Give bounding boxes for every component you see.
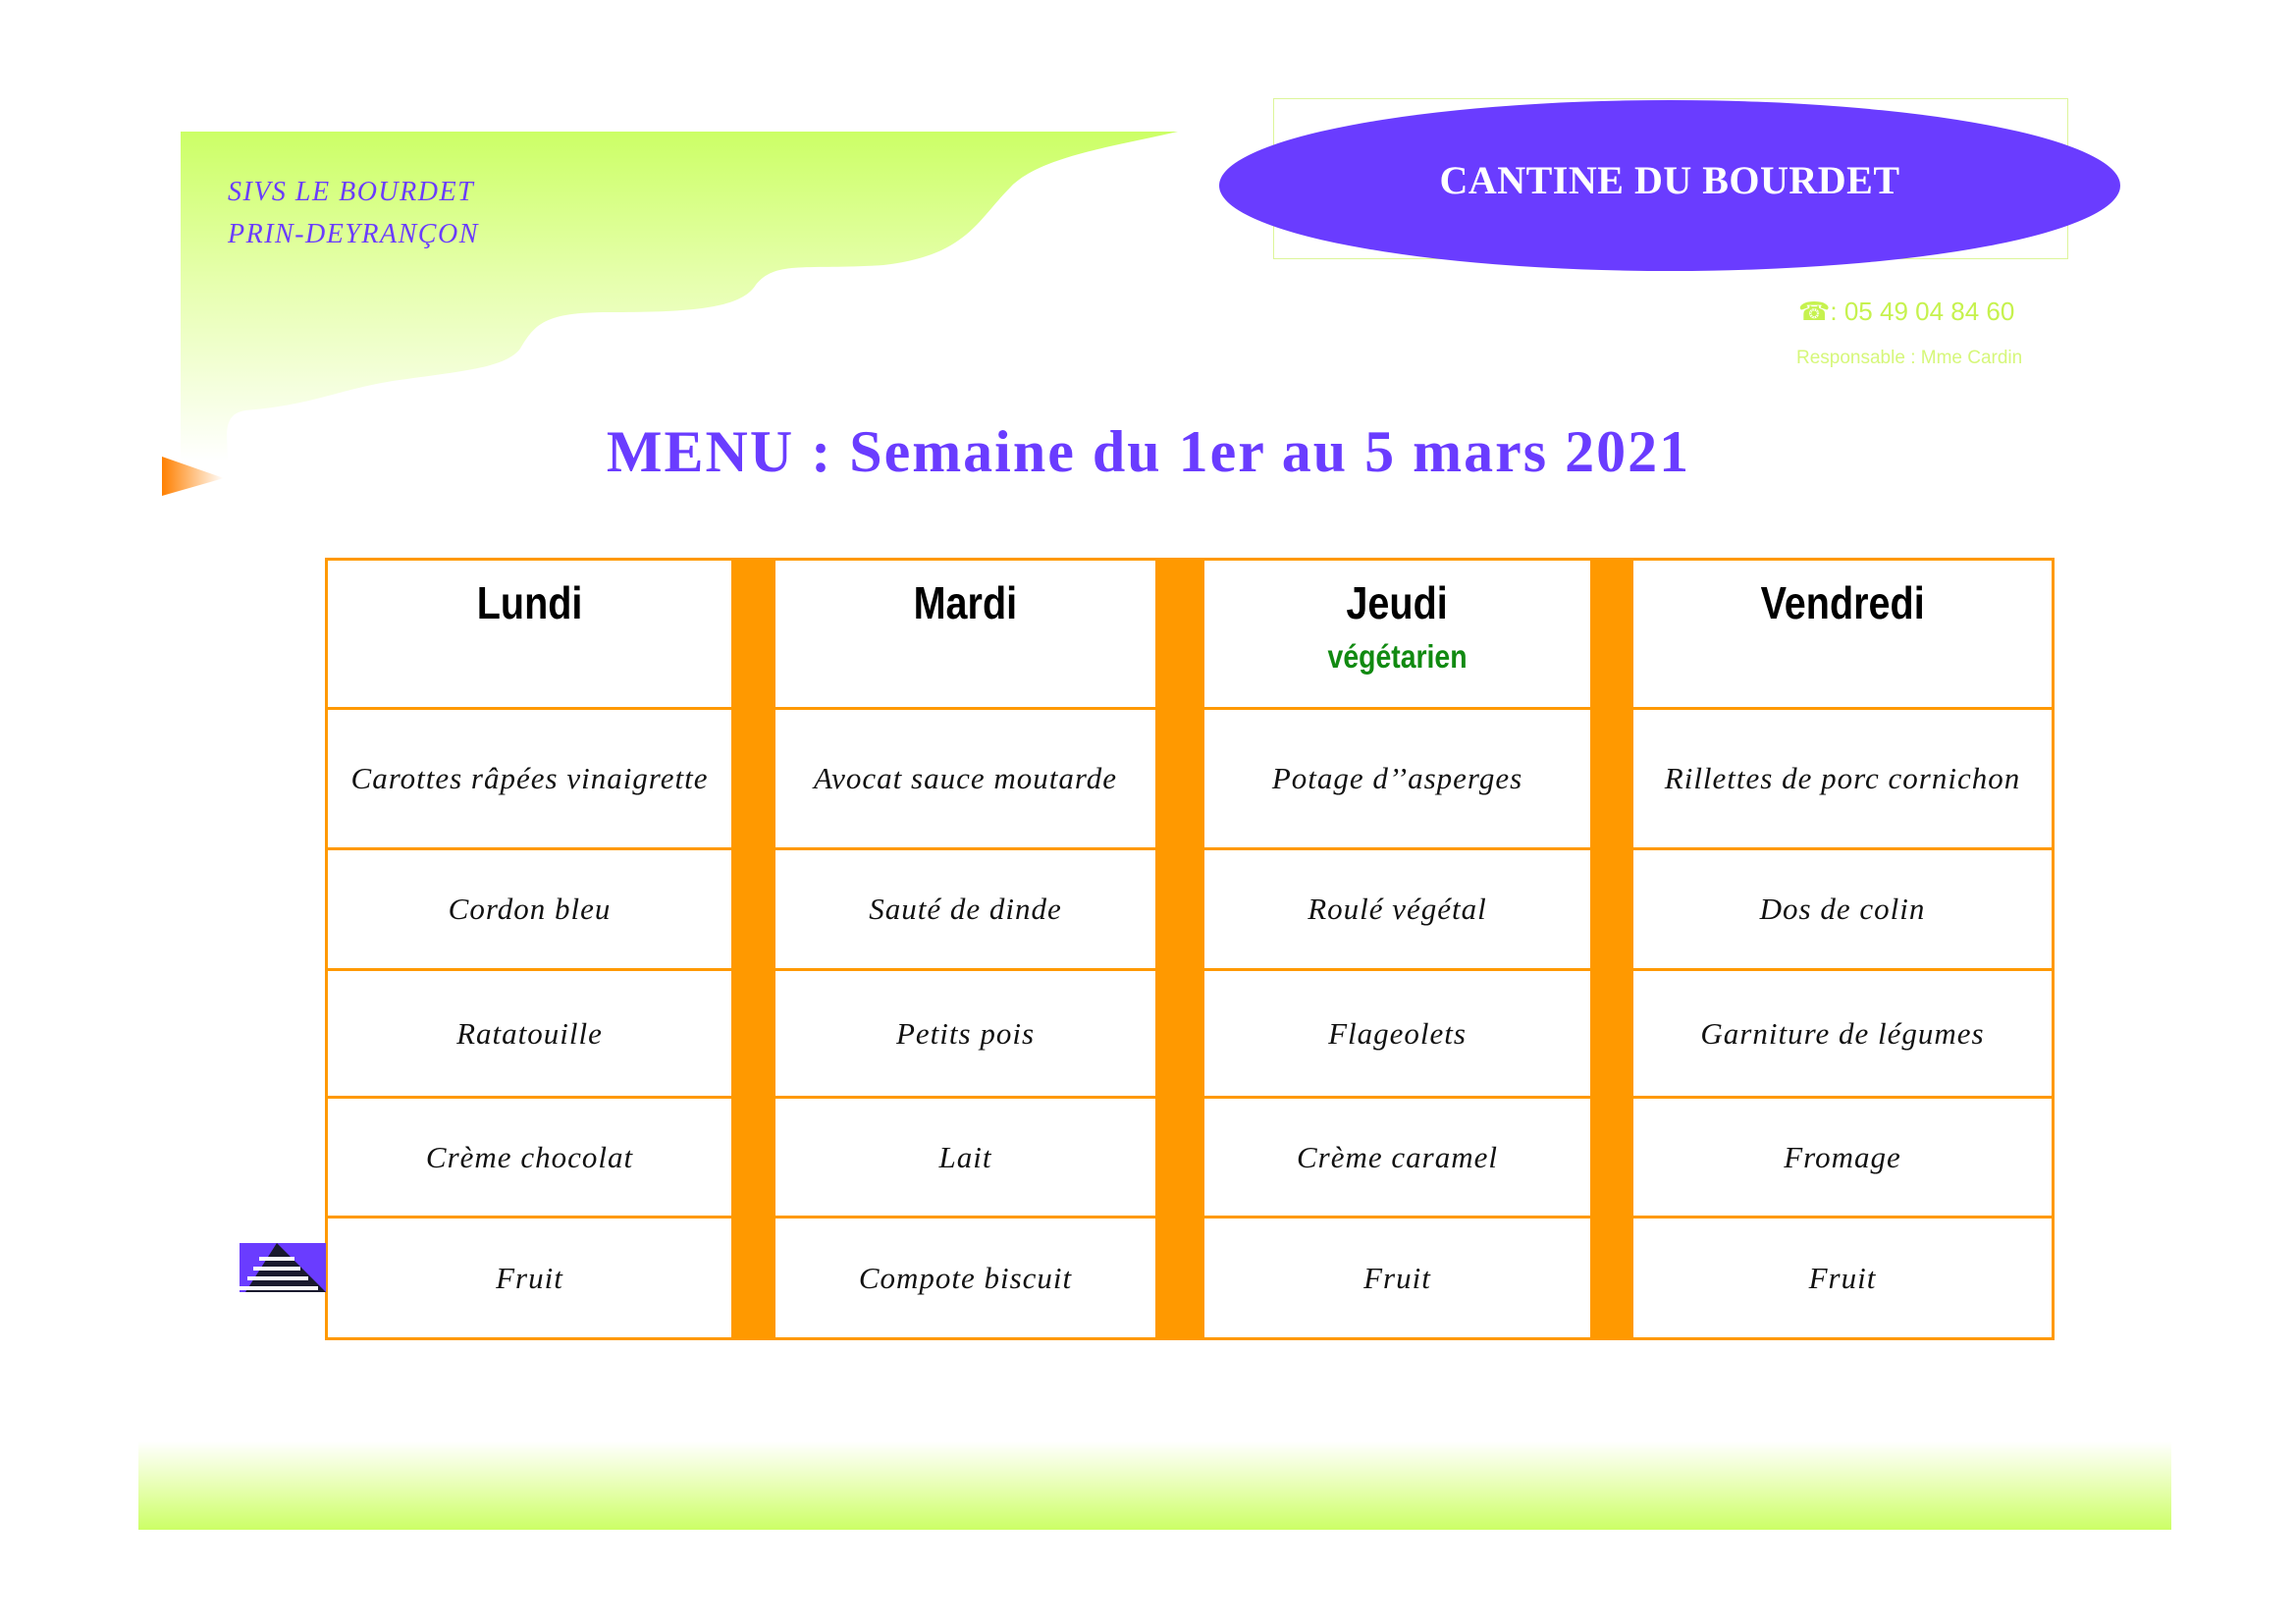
dish-cell [1633,971,2052,1096]
day-name: Lundi [476,577,583,628]
day-name: Jeudi [1346,577,1449,628]
bottom-band-shape [138,1441,2171,1530]
responsible-line: Responsable : Mme Cardin [1796,348,2023,368]
dish-text: Flageolets [1328,1015,1467,1051]
dish-text: Dos de colin [1759,892,1926,926]
dish-cell [1633,710,2052,847]
menu-table [325,558,2055,1340]
orange-arrow-shape [162,457,224,496]
dish-cell [328,1218,731,1337]
dish-cell [1204,1218,1590,1337]
dish-text: Fromage [1784,1139,1901,1174]
dish-cell [328,971,731,1096]
dish-text: Rillettes de porc cornichon [1664,761,2021,795]
dish-text: Fruit [1808,1260,1877,1295]
dish-text: Avocat sauce moutarde [813,761,1118,795]
day-header-cell [775,561,1155,707]
dish-cell [775,1099,1155,1216]
phone-line [1798,297,2014,327]
dish-cell [1204,710,1590,847]
dish-cell [1633,850,2052,968]
dish-text: Sauté de dinde [869,892,1062,926]
day-subtitle: végétarien [1327,637,1468,675]
dish-text: Fruit [496,1260,563,1295]
day-header-cell [1633,561,2052,707]
day-name: Mardi [913,577,1018,628]
menu-title: MENU : Semaine du 1er au 5 mars 2021 [606,419,1691,484]
phone-icon: ☎ [1798,297,1831,326]
organization-name [228,171,479,255]
dish-text: Compote biscuit [858,1260,1073,1295]
dish-text: Potage d’’asperges [1271,761,1523,795]
organization-line-1: SIVS LE BOURDET [228,177,475,207]
phone-number: : 05 49 04 84 60 [1830,297,2015,326]
dish-text: Petits pois [895,1015,1036,1051]
cantine-title: CANTINE DU BOURDET [1439,158,1900,202]
dish-cell [1633,1099,2052,1216]
organization-line-2: PRIN-DEYRANÇON [228,219,479,249]
dish-text: Lait [938,1139,992,1174]
dish-cell [775,971,1155,1096]
dish-text: Cordon bleu [448,892,612,926]
dish-cell [328,1099,731,1216]
dish-text: Crème caramel [1297,1139,1498,1174]
dish-cell [328,710,731,847]
pyramid-logo-icon [240,1243,326,1292]
dish-cell [328,850,731,968]
dish-cell [1204,850,1590,968]
dish-cell [775,710,1155,847]
dish-text: Roulé végétal [1308,892,1487,926]
dish-cell [775,1218,1155,1337]
dish-cell [1204,1099,1590,1216]
dish-cell [1204,971,1590,1096]
dish-cell [775,850,1155,968]
dish-text: Carottes râpées vinaigrette [350,761,709,795]
dish-text: Fruit [1363,1260,1431,1295]
day-header-cell [328,561,731,707]
dish-text: Crème chocolat [425,1139,634,1174]
day-name: Vendredi [1760,577,1925,628]
dish-cell [1633,1218,2052,1337]
dish-text: Ratatouille [456,1015,603,1051]
day-header-cell [1204,561,1590,707]
dish-text: Garniture de légumes [1700,1015,1985,1051]
